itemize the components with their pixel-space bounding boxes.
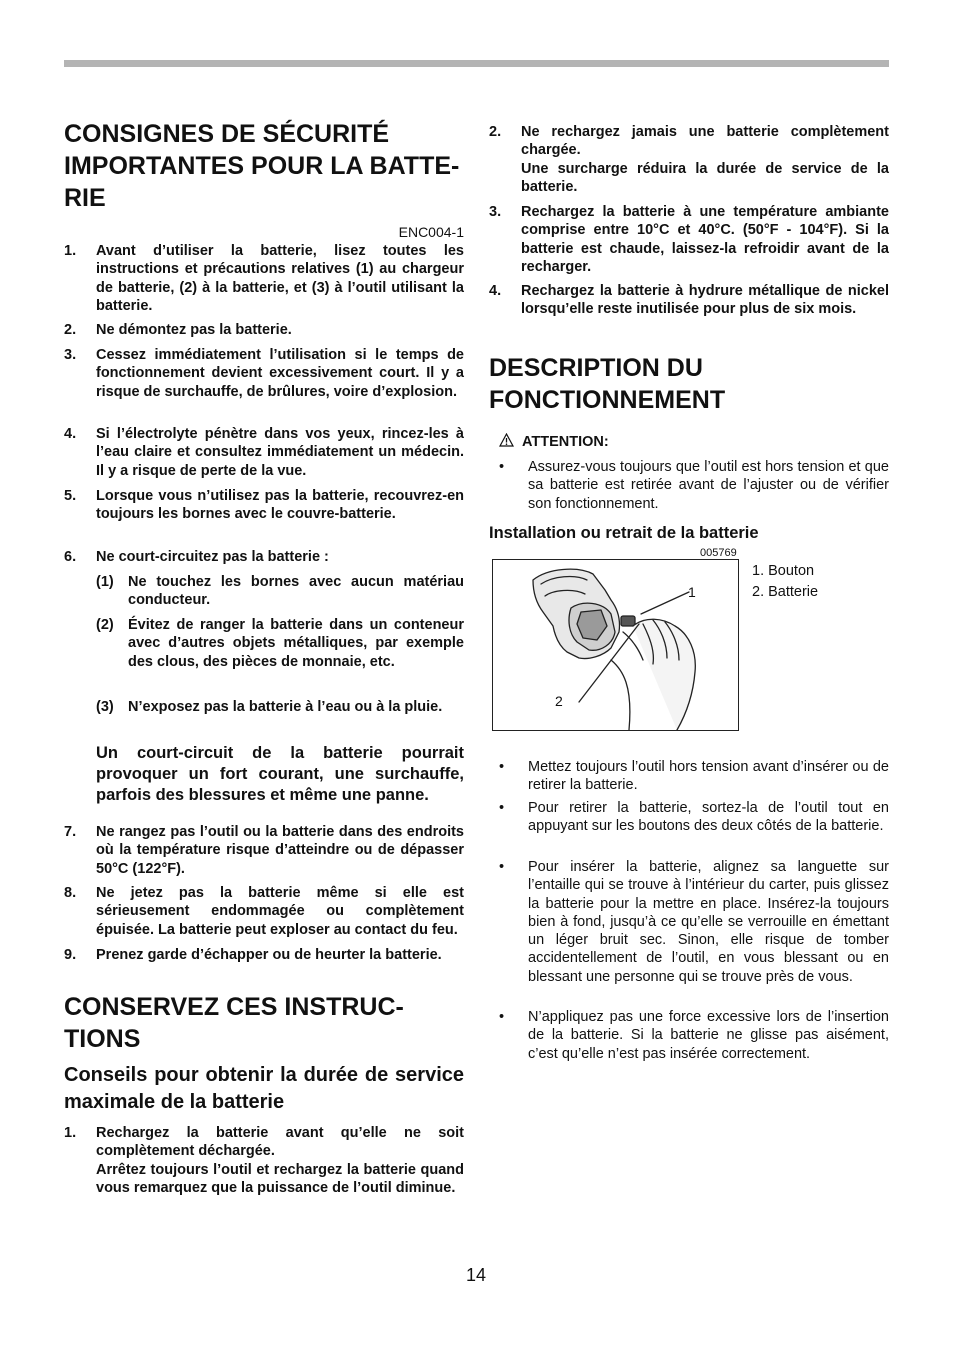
item-text: Ne jetez pas la batterie même si elle est sérieusement endommagée ou complètement épuisée. La batterie peut exploser au contact du feu. bbox=[96, 885, 464, 938]
bullet-item bbox=[489, 458, 889, 513]
bullet-dot: • bbox=[499, 759, 505, 775]
item-number: 1. bbox=[64, 1125, 77, 1141]
item-text: Rechargez la batterie à une température ambiante comprise entre 10°C et 40°C. (50°F - 104°F). Si la batterie est chaude, laissez-la refroidir avant de la recharger. bbox=[521, 204, 889, 275]
section-subheading: Installation ou retrait de la batterie bbox=[489, 524, 759, 542]
bullet-dot: • bbox=[499, 459, 505, 475]
item-text: Arrêtez toujours l’outil et rechargez la batterie quand vous remarquez que la puissance de l’outil diminue. bbox=[96, 1161, 464, 1196]
bullet-dot: • bbox=[499, 859, 505, 875]
list-item bbox=[64, 1124, 464, 1197]
item-number: 4. bbox=[489, 283, 502, 299]
item-text: Ne court-circuitez pas la batterie : bbox=[96, 549, 329, 565]
item-number: 3. bbox=[64, 347, 77, 363]
item-number: 9. bbox=[64, 947, 77, 963]
sub-item bbox=[96, 573, 464, 610]
list-item bbox=[64, 425, 464, 480]
item-text: Une surcharge réduira la durée de service de la batterie. bbox=[521, 160, 889, 195]
heading-description bbox=[489, 352, 889, 416]
list-item bbox=[64, 946, 464, 964]
attention-text: ATTENTION: bbox=[522, 434, 609, 450]
list-item bbox=[64, 346, 464, 401]
list-item bbox=[489, 203, 889, 276]
sub-item-number: (2) bbox=[96, 617, 114, 633]
callout-1: 1 bbox=[688, 584, 696, 600]
bullet-item bbox=[489, 1008, 889, 1063]
heading-line: DESCRIPTION DU bbox=[489, 354, 703, 382]
item-number: 5. bbox=[64, 488, 77, 504]
sub-item-text: N’exposez pas la batterie à l’eau ou à la pluie. bbox=[128, 699, 443, 715]
item-number: 6. bbox=[64, 549, 77, 565]
item-number: 2. bbox=[489, 124, 502, 140]
item-text: Avant d’utiliser la batterie, lisez toutes les instructions et précautions relatives (1) au chargeur de batterie, (2) à la batterie, et (3) à l’outil utilisant la batterie. bbox=[96, 243, 464, 314]
sub-item-number: (3) bbox=[96, 699, 114, 715]
bullet-text: Pour retirer la batterie, sortez-la de l’outil tout en appuyant sur les boutons des deux côtés de la batterie. bbox=[528, 800, 889, 835]
attention-label bbox=[499, 433, 609, 450]
warning-note: Un court-circuit de la batterie pourrait provoquer un fort courant, une surchauffe, parfois des blessures et même une panne. bbox=[96, 744, 464, 804]
list-item bbox=[64, 487, 464, 524]
heading-line: FONCTIONNEMENT bbox=[489, 386, 726, 414]
tool-battery-drawing bbox=[493, 560, 738, 730]
list-item bbox=[64, 321, 464, 339]
legend-item: 1. Bouton bbox=[752, 563, 815, 579]
figure-legend bbox=[752, 561, 818, 603]
list-item bbox=[64, 823, 464, 878]
bullet-text: Mettez toujours l’outil hors tension avant d’insérer ou de retirer la batterie. bbox=[528, 759, 889, 794]
sub-item-text: Ne touchez les bornes avec aucun matériau conducteur. bbox=[128, 574, 464, 609]
heading-line: IMPORTANTES POUR LA BATTE- bbox=[64, 152, 460, 180]
heading-line: CONSIGNES DE SÉCURITÉ bbox=[64, 120, 390, 148]
bullet-item bbox=[489, 858, 889, 986]
item-number: 7. bbox=[64, 824, 77, 840]
heading-line: TIONS bbox=[64, 1025, 141, 1053]
item-text: Lorsque vous n’utilisez pas la batterie, recouvrez-en toujours les bornes avec le couvre-batterie. bbox=[96, 488, 464, 523]
item-text: Ne rechargez jamais une batterie complètement chargée. bbox=[521, 124, 889, 159]
page-number: 14 bbox=[466, 1265, 487, 1285]
warning-triangle-icon bbox=[499, 433, 514, 447]
bullet-text: Assurez-vous toujours que l’outil est hors tension et que sa batterie est retirée avant de l’ajuster ou de vérifier son fonctionnement. bbox=[528, 459, 889, 512]
item-number: 3. bbox=[489, 204, 502, 220]
heading-line: RIE bbox=[64, 184, 106, 212]
item-number: 8. bbox=[64, 885, 77, 901]
item-number: 2. bbox=[64, 322, 77, 338]
bullet-text: N’appliquez pas une force excessive lors de l’insertion de la batterie. Si la batterie ne glisse pas aisément, c’est qu’elle n’est pas insérée correctement. bbox=[528, 1009, 889, 1062]
sub-item-number: (1) bbox=[96, 574, 114, 590]
list-item bbox=[64, 548, 464, 566]
sub-item bbox=[96, 698, 464, 716]
list-item bbox=[489, 282, 889, 319]
item-text: Cessez immédiatement l’utilisation si le temps de fonctionnement devient excessivement court. Il y a risque de surchauffe, de brûlures, voire d’explosion. bbox=[96, 347, 464, 400]
item-text: Ne démontez pas la batterie. bbox=[96, 322, 292, 338]
legend-item: 2. Batterie bbox=[752, 584, 819, 600]
item-number: 4. bbox=[64, 426, 77, 442]
header-rule bbox=[64, 60, 889, 67]
heading-conserve bbox=[64, 991, 464, 1055]
figure-code: 005769 bbox=[700, 547, 737, 559]
battery-illustration bbox=[492, 559, 739, 731]
sub-item bbox=[96, 616, 464, 671]
callout-2: 2 bbox=[555, 693, 563, 709]
heading-conseils: Conseils pour obtenir la durée de service maximale de la batterie bbox=[64, 1064, 464, 1113]
heading-line: CONSERVEZ CES INSTRUC- bbox=[64, 993, 404, 1021]
list-item bbox=[489, 123, 889, 196]
item-number: 1. bbox=[64, 243, 77, 259]
item-text: Si l’électrolyte pénètre dans vos yeux, rincez-les à l’eau claire et consultez immédiatement un médecin. Il y a risque de perte de la vue. bbox=[96, 426, 464, 479]
bullet-item bbox=[489, 799, 889, 836]
list-item bbox=[64, 242, 464, 315]
bullet-dot: • bbox=[499, 1009, 505, 1025]
item-text: Rechargez la batterie avant qu’elle ne soit complètement déchargée. bbox=[96, 1125, 464, 1160]
reference-code: ENC004-1 bbox=[398, 224, 464, 240]
item-text: Ne rangez pas l’outil ou la batterie dans des endroits où la température risque d’atteindre ou de dépasser 50°C (122°F). bbox=[96, 824, 464, 877]
heading-safety bbox=[64, 118, 464, 214]
item-text: Rechargez la batterie à hydrure métallique de nickel lorsqu’elle reste inutilisée pour plus de six mois. bbox=[521, 283, 889, 318]
list-item bbox=[64, 884, 464, 939]
bullet-item bbox=[489, 758, 889, 795]
bullet-dot: • bbox=[499, 800, 505, 816]
bullet-text: Pour insérer la batterie, alignez sa languette sur l’entaille qui se trouve à l’intérieur du carter, puis glissez la batterie pour la mettre en place. Insérez-la toujours bien à fond, jusqu’à ce qu’elle se verrouille en émettant un léger bruit sec. Sinon, elle risque de tomber accidentellement de l’outil, en vous blessant ou en blessant une personne qui se trouve près de vous. bbox=[528, 859, 889, 985]
sub-item-text: Évitez de ranger la batterie dans un conteneur avec d’autres objets métalliques, par exemple des clous, des pièces de monnaie, etc. bbox=[128, 617, 464, 670]
item-text: Prenez garde d’échapper ou de heurter la batterie. bbox=[96, 947, 442, 963]
